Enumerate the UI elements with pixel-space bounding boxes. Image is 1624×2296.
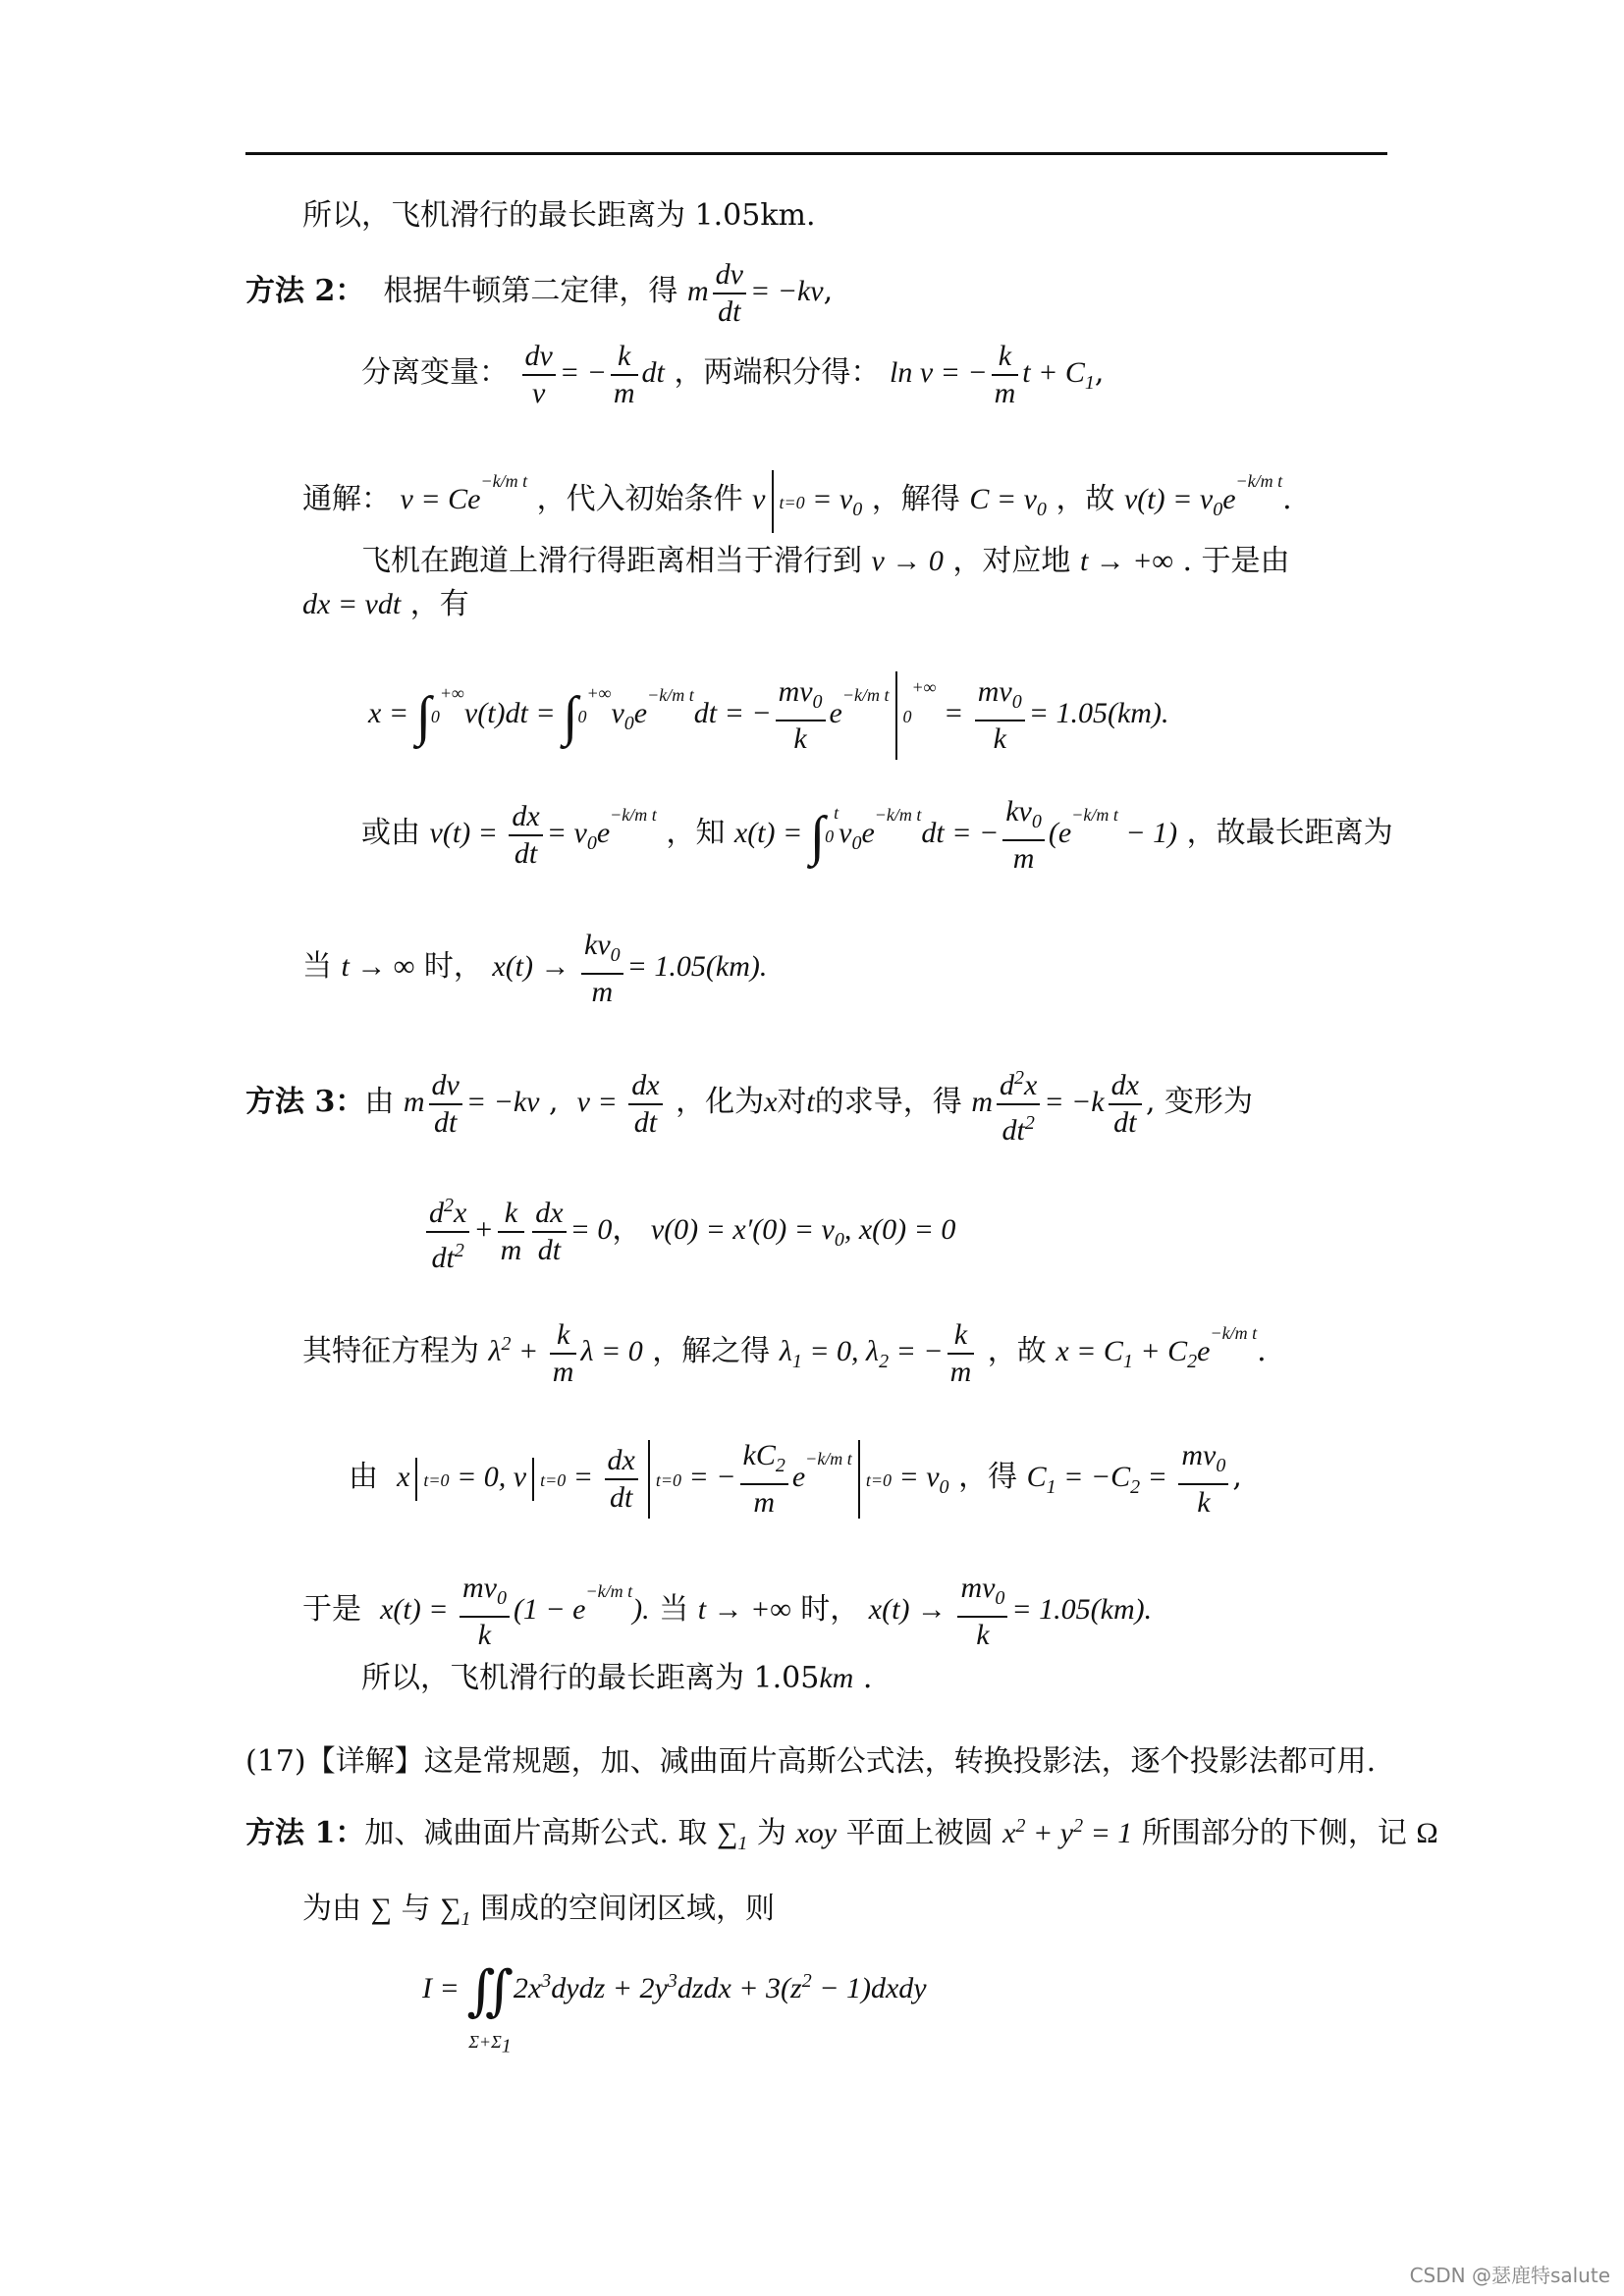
equation: $x = \int 0^{+\infty}v(t)dt = \int 0^{+\infty}v_0e^{-k/m t}dt$ = − $\frac{mv_0}{k}$ $e^{-k/m t}0^{+\infty}$ = $\frac{mv_0}{k}$ = 1.05(km). — [368, 697, 1168, 729]
region-text1: 为由 — [302, 1892, 361, 1926]
equation: t → ∞ — [341, 949, 415, 983]
equation: m $\frac{dv}{dt}$ = −kv — [686, 258, 824, 328]
region-text2: 与 — [401, 1892, 431, 1926]
conclusion-unit: km — [819, 1662, 854, 1694]
text-line — [302, 196, 816, 236]
q17-label: (17)【详解】 — [245, 1744, 424, 1779]
when-suffix: 时， — [423, 948, 483, 984]
initial-cond-line: 由 x t=0 = 0, v t=0 = $\frac{dx}{dt}$ t=0 = − $\frac{kC_2}{m}$ $e^{-k/m t}t=0 = v_0$ ，得 $C_1 = -C_2$ = $\frac{mv_0}{k}$ , — [349, 1439, 1242, 1519]
equation: ∑ — [370, 1893, 392, 1925]
equation: v = $\frac{dx}{dt}$ — [577, 1086, 667, 1118]
method1-label: 方法 1： — [245, 1816, 365, 1850]
equation: v $t=0 = v_0$ — [752, 483, 862, 515]
equation: $\frac{d^2x}{dt^2}$ + $\frac{k}{m}$ $\frac{dx}{dt}$ = 0 — [422, 1213, 612, 1246]
solve-label: ，解得 — [871, 482, 960, 516]
equation: I = ∬ $\Sigma+\Sigma_1$ $2x^3dydz$ + $2y^3dzdx + 3(z^2$ − 1)dxdy — [422, 1961, 927, 2057]
equation: t → +∞ — [1079, 545, 1173, 577]
thus-line — [302, 1571, 1152, 1653]
integrate-label: ，两端积分得： — [674, 354, 881, 390]
or-line — [361, 793, 1393, 877]
conclusion-text: 所以，飞机滑行的最长距离为 1.05 — [361, 1661, 820, 1695]
char-label: 其特征方程为 — [302, 1334, 479, 1368]
method3-mid3: 的求导，得 — [814, 1084, 962, 1119]
watermark: CSDN @瑟鹿特salute — [1409, 2264, 1610, 2287]
conclusion-text-1: 所以，飞机滑行的最长距离为 1.05km. — [302, 198, 816, 233]
runway-line — [361, 542, 1290, 581]
equation: $\sum_1$ — [716, 1817, 748, 1854]
equation: m $\frac{dv}{dt}$ = −kv — [403, 1069, 540, 1139]
integral-I-line — [422, 1961, 927, 2057]
or-label: 或由 — [361, 816, 420, 850]
method3-line: 方法 3：由 m $\frac{dv}{dt}$ = −kv , v = $\frac{dx}{dt}$ ，化为x对t的求导，得 m $\frac{d^2x}{dt^2}$ = −k $\frac{dx}{dt}$ , 变形为 — [245, 1060, 1253, 1148]
limit-line — [302, 928, 767, 1010]
equation: $x = C_1 + C_2e^{-k/m t}$ — [1056, 1323, 1258, 1372]
equation: x(t) = $\frac{mv_0}{k}$ $(1 - e^{-k/m t})$. — [380, 1572, 650, 1651]
method1-line — [245, 1806, 1438, 1863]
general-line: 通解： $v = Ce^{-k/m t}$ ，代入初始条件 v $t=0 = v_0$ ，解得 $C = v_0$ ，故 $v(t) = v_0e^{-k/m t}$. — [302, 461, 1292, 533]
equation: xoy — [795, 1817, 838, 1849]
integral-line — [368, 667, 1168, 760]
when2-suffix: 时， — [800, 1591, 860, 1627]
max-label: ，故最长距离为 — [1186, 816, 1393, 850]
equation: Ω — [1416, 1817, 1438, 1849]
equation: $\lambda^2$ + $\frac{k}{m}$ λ = 0 — [488, 1318, 643, 1389]
dx-line — [302, 585, 469, 624]
method1-text2: 为 — [756, 1816, 786, 1850]
equation: ln v = − $\frac{k}{m}$ $t + C_1$ — [889, 340, 1095, 409]
method1-text4: 所围部分的下侧，记 — [1141, 1816, 1407, 1850]
runway-text: 飞机在跑道上滑行得距离相当于滑行到 — [361, 544, 862, 578]
get-label: ，得 — [958, 1459, 1018, 1494]
equation: x(t) → $\frac{kv_0}{m}$ = 1.05(km). — [492, 929, 768, 1008]
equation: m $\frac{d^2x}{dt^2}$ = −k $\frac{dx}{dt}$ — [971, 1086, 1146, 1118]
equation: $\frac{dv}{v}$ = − $\frac{k}{m}$ dt — [518, 356, 665, 389]
when-label: 当 — [302, 948, 332, 984]
equation: $v(t) = v_0e^{-k/m t}$ — [1123, 471, 1283, 520]
equation: $v(0) = x'(0) = v_0$, x(0) = 0 — [650, 1212, 956, 1251]
equation: v(t) = $\frac{dx}{dt}$ = $v_0e^{-k/m t}$ — [429, 800, 657, 871]
hence-label: ，故 — [1056, 482, 1115, 516]
method3-by: 由 — [364, 1084, 395, 1119]
by-label: 由 — [349, 1459, 378, 1494]
method3-label: 方法 3： — [245, 1084, 365, 1119]
equation: x(t) → $\frac{mv_0}{k}$ = 1.05(km). — [868, 1572, 1153, 1651]
conclusion-line: 所以，飞机滑行的最长距离为 1.05km . — [361, 1661, 873, 1695]
equation: v → 0 — [871, 545, 944, 577]
equation: $x^2 + y^2 = 1$ — [1002, 1815, 1133, 1849]
method3-mid2: 对 — [777, 1084, 807, 1119]
method2-text: 根据牛顿第二定律，得 — [383, 273, 678, 308]
q17-text: 这是常规题，加、减曲面片高斯公式法，转换投影法，逐个投影法都可用. — [423, 1744, 1377, 1779]
equation: t → +∞ — [697, 1592, 791, 1626]
deform-label: 变形为 — [1164, 1084, 1254, 1119]
method1-text3: 平面上被圆 — [845, 1816, 994, 1850]
equation: $x(t) = \int 0^tv_0e^{-k/m t}dt$ = − $\frac{kv_0}{m}$ $(e^{-k/m t} - 1)$ — [733, 795, 1178, 876]
separate-label: 分离变量： — [361, 354, 509, 390]
equation: $C = v_0$ — [969, 483, 1047, 520]
header-rule — [245, 152, 1387, 155]
know-label: ，知 — [666, 816, 726, 850]
char-hence: ，故 — [987, 1334, 1047, 1368]
have-text: ，有 — [409, 587, 469, 621]
then-text: . 于是由 — [1182, 544, 1290, 578]
equation: $v = Ce^{-k/m t}$ — [400, 471, 528, 515]
when2-label: 当 — [659, 1591, 689, 1627]
method1-text1: 加、减曲面片高斯公式. 取 — [364, 1816, 708, 1850]
method2-label: 方法 2： — [245, 273, 365, 308]
q17-line — [245, 1742, 1376, 1782]
method2-line: 方法 2： 根据牛顿第二定律，得 m $\frac{dv}{dt}$ = −kv, — [245, 258, 834, 328]
ode-line: $\frac{d^2x}{dt^2}$ + $\frac{k}{m}$ $\frac{dx}{dt}$ = 0， $v(0) = x'(0) = v_0$, x(0) = 0 — [422, 1188, 955, 1276]
equation: $\lambda_1 = 0$, $\lambda_2$ = − $\frac{k}{m}$ — [780, 1335, 978, 1367]
char-solve: ，解之得 — [652, 1334, 771, 1368]
equation: dx = vdt — [302, 588, 402, 620]
initial-label: ，代入初始条件 — [536, 482, 743, 516]
thus-label: 于是 — [302, 1591, 361, 1627]
char-line: 其特征方程为 $\lambda^2$ + $\frac{k}{m}$ λ = 0 ，解之得 $\lambda_1 = 0$, $\lambda_2$ = − $\frac{k}{m}$ ，故 $x = C_1 + C_2e^{-k/m t}$. — [302, 1318, 1267, 1389]
region-text3: 围成的空间闭区域，则 — [479, 1892, 775, 1926]
equation: $C_1 = -C_2$ = $\frac{mv_0}{k}$ — [1027, 1461, 1233, 1493]
region-line — [302, 1890, 775, 1939]
equation: $\sum_1$ — [440, 1893, 471, 1930]
corresponding-text: ，对应地 — [952, 544, 1071, 578]
equation: x t=0 = 0, v t=0 = $\frac{dx}{dt}$ t=0 = − $\frac{kC_2}{m}$ $e^{-k/m t}t=0 = v_0$ — [397, 1439, 949, 1519]
separate-line: 分离变量： $\frac{dv}{v}$ = − $\frac{k}{m}$ dt ，两端积分得： ln v = − $\frac{k}{m}$ $t + C_1$, — [361, 340, 1105, 409]
general-label: 通解： — [302, 482, 391, 516]
method3-mid: ，化为 — [676, 1084, 765, 1119]
